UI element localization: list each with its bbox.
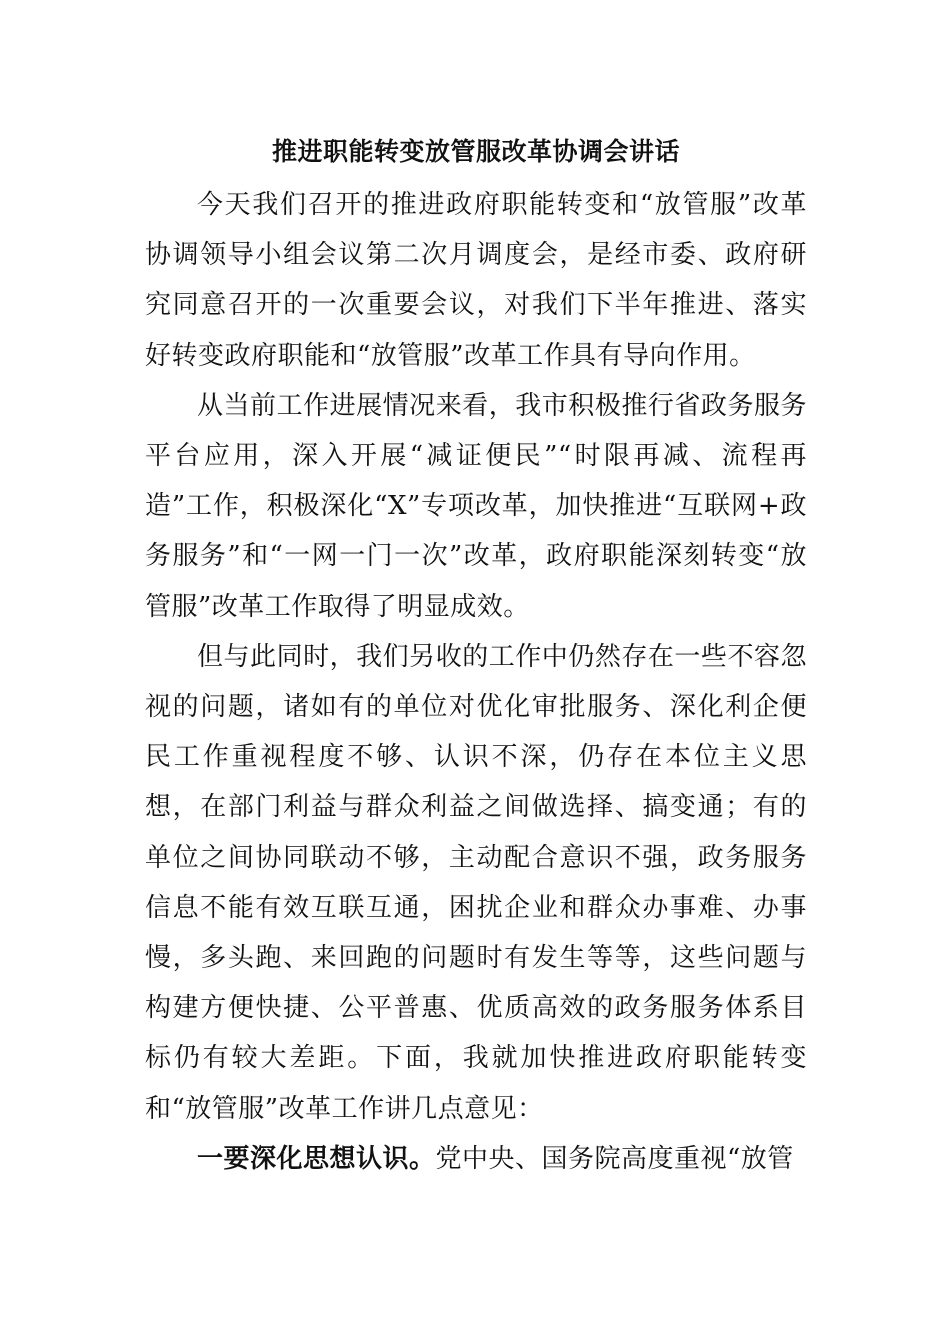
paragraph-3: 但与此同时，我们另收的工作中仍然存在一些不容忽视的问题，诸如有的单位对优化审批服务、深化利企便民工作重视程度不够、认识不深，仍存在本位主义思想，在部门利益与群众利益之间做选择、搞变通；有的单位之间协同联动不够，主动配合意识不强，政务服务信息不能有效互联互通，困扰企业和群众办事难、办事慢，多头跑、来回跑的问题时有发生等等，这些问题与构建方便快捷、公平普惠、优质高效的政务服务体系目标仍有较大差距。下面，我就加快推进政府职能转变和“放管服”改革工作讲几点意见：: [145, 641, 807, 1124]
paragraph-lead-heading: 一要深化思想认识。: [197, 1143, 436, 1174]
paragraph-2: 从当前工作进展情况来看，我市积极推行省政务服务平台应用，深入开展“减证便民”“时限再减、流程再造”工作，积极深化“X”专项改革，加快推进“互联网+政务服务”和“一网一门一次”改革，政府职能深刻转变“放管服”改革工作取得了明显成效。: [145, 390, 807, 622]
document-title: 推进职能转变放管服改革协调会讲话: [271, 137, 680, 166]
document-page: [145, 130, 807, 1184]
paragraph-1: 今天我们召开的推进政府职能转变和“放管服”改革协调领导小组会议第二次月调度会，是经市委、政府研究同意召开的一次重要会议，对我们下半年推进、落实好转变政府职能和“放管服”改革工作具有导向作用。: [145, 190, 807, 371]
paragraph-4-text: 党中央、国务院高度重视“放管: [435, 1143, 794, 1174]
paragraph-4: [145, 1134, 807, 1184]
